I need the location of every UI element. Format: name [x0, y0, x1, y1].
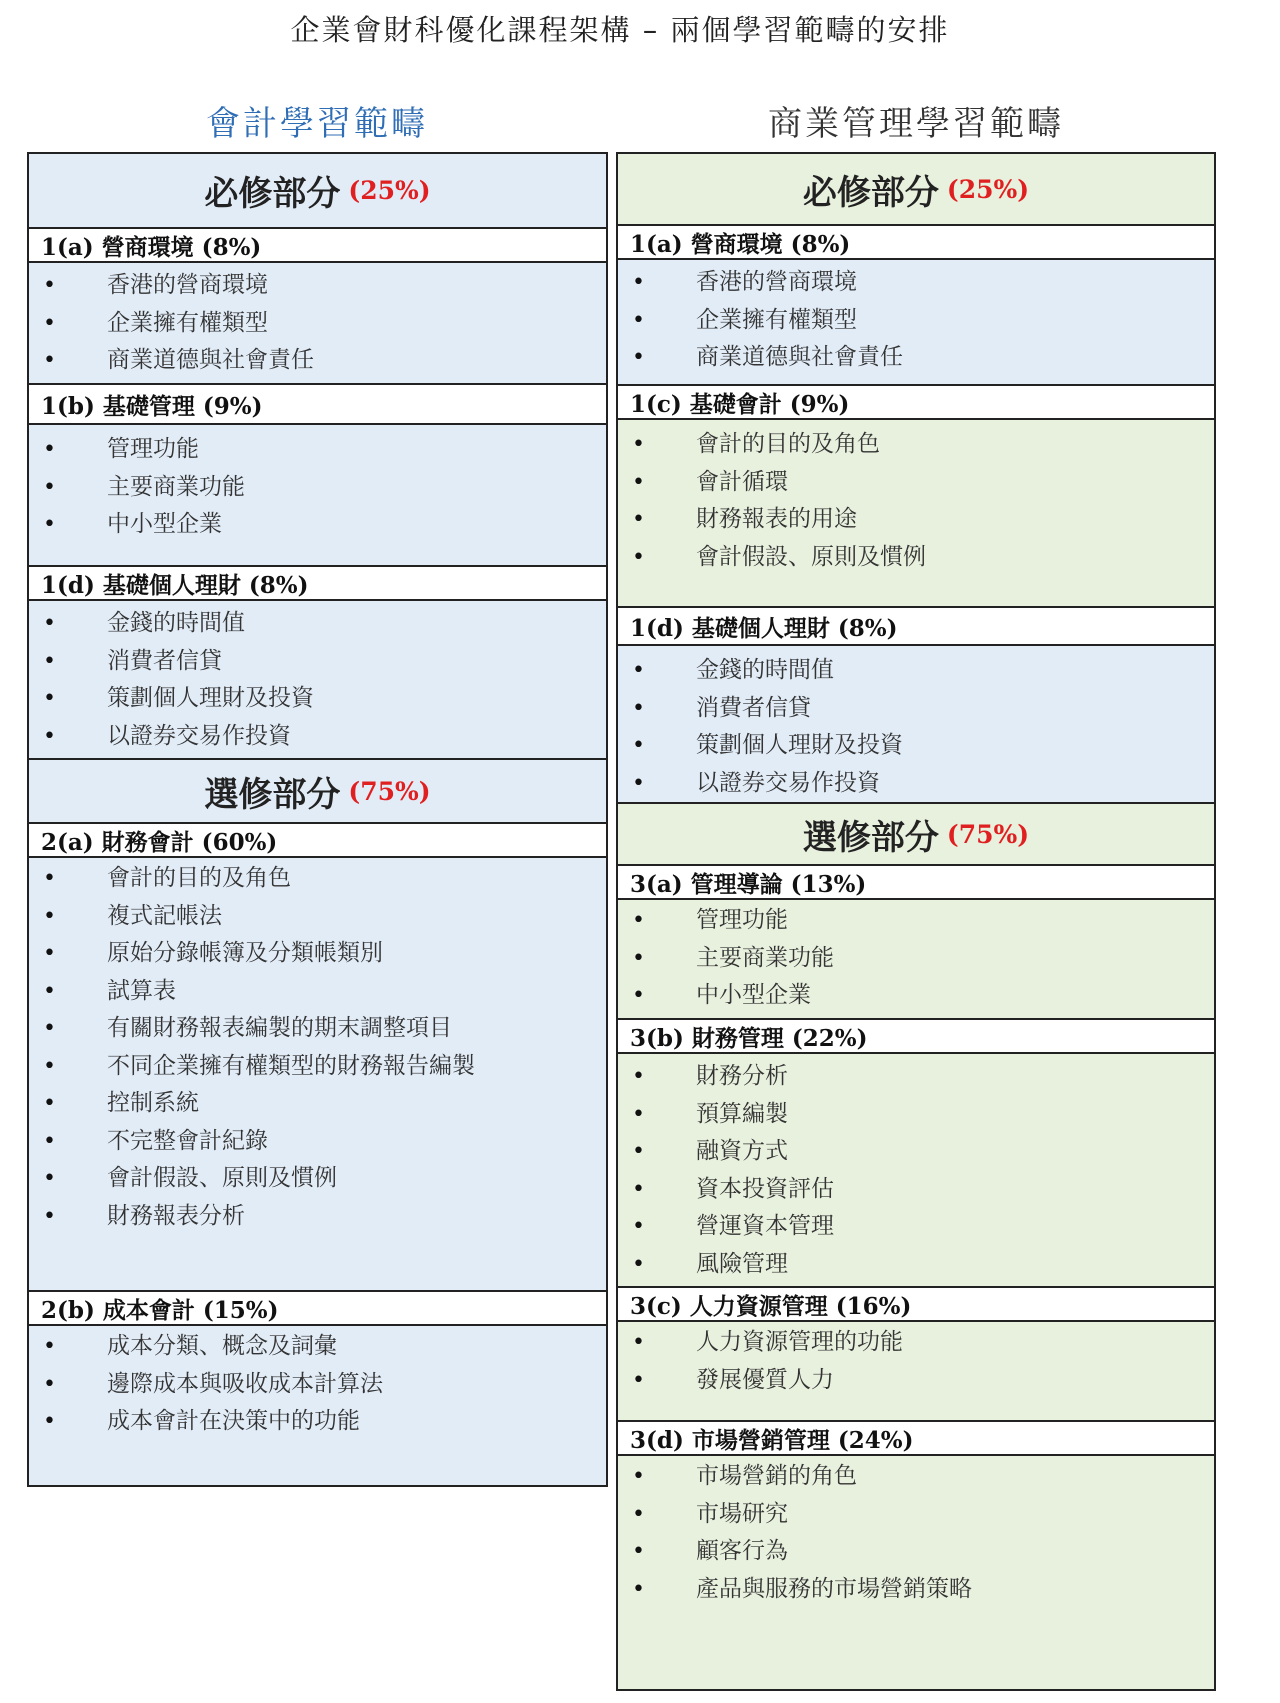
elective-part-percent: (75%) — [348, 776, 431, 806]
topic-list-item: • 財務分析 — [618, 1058, 1214, 1096]
unit-title: 1(d) 基礎個人理財 (8%) — [29, 565, 606, 601]
topic-list-item: • 企業擁有權類型 — [29, 305, 606, 343]
topic-list-item: • 會計假設、原則及慣例 — [618, 539, 1214, 577]
topic-list-item: • 金錢的時間值 — [618, 652, 1214, 690]
unit-title: 1(d) 基礎個人理財 (8%) — [618, 606, 1214, 646]
unit-title: 1(a) 營商環境 (8%) — [618, 224, 1214, 260]
unit-body — [29, 601, 606, 758]
accounting-strand-heading: 會計學習範疇 — [206, 104, 428, 144]
compulsory-part-title: 必修部分 — [802, 172, 939, 213]
unit-body — [618, 260, 1214, 384]
topic-list-item: • 策劃個人理財及投資 — [29, 680, 606, 718]
unit-title: 3(a) 管理導論 (13%) — [618, 864, 1214, 900]
unit-title: 2(b) 成本會計 (15%) — [29, 1290, 606, 1326]
elective-part-title: 選修部分 — [204, 774, 341, 815]
topic-list-item: • 人力資源管理的功能 — [618, 1324, 1214, 1362]
unit-title: 3(d) 市場營銷管理 (24%) — [618, 1420, 1214, 1456]
topic-list-item: • 成本分類、概念及詞彙 — [29, 1328, 606, 1366]
unit-body — [618, 1322, 1214, 1420]
unit-title: 1(c) 基礎會計 (9%) — [618, 384, 1214, 420]
topic-list-item: • 會計的目的及角色 — [29, 860, 606, 898]
topic-list-item: • 企業擁有權類型 — [618, 302, 1214, 340]
topic-list-item: • 會計循環 — [618, 464, 1214, 502]
topic-list-item: • 策劃個人理財及投資 — [618, 727, 1214, 765]
elective-part-percent: (75%) — [946, 819, 1030, 849]
unit-body — [29, 858, 606, 1290]
unit-title: 1(a) 營商環境 (8%) — [29, 227, 606, 263]
compulsory-part-header — [29, 152, 606, 227]
compulsory-part-percent: (25%) — [348, 176, 431, 205]
topic-list-item: • 金錢的時間值 — [29, 605, 606, 643]
topic-list-item: • 香港的營商環境 — [29, 267, 606, 305]
topic-list-item: • 中小型企業 — [618, 977, 1214, 1015]
business-management-strand-heading: 商業管理學習範疇 — [768, 104, 1064, 144]
topic-list-item: • 主要商業功能 — [29, 469, 606, 507]
topic-list-item: • 不同企業擁有權類型的財務報告編製 — [29, 1048, 606, 1086]
topic-list-item: • 控制系統 — [29, 1085, 606, 1123]
topic-list-item: • 原始分錄帳簿及分類帳類別 — [29, 935, 606, 973]
compulsory-part-percent: (25%) — [946, 174, 1030, 204]
elective-part-header — [618, 802, 1214, 864]
unit-body — [29, 425, 606, 565]
topic-list-item: • 消費者信貸 — [618, 690, 1214, 728]
topic-list-item: • 融資方式 — [618, 1133, 1214, 1171]
compulsory-part-header — [618, 152, 1214, 224]
topic-list-item: • 商業道德與社會責任 — [29, 342, 606, 380]
topic-list-item: • 成本會計在決策中的功能 — [29, 1403, 606, 1441]
topic-list-item: • 以證券交易作投資 — [618, 765, 1214, 803]
topic-list-item: • 邊際成本與吸收成本計算法 — [29, 1366, 606, 1404]
topic-list-item: • 有關財務報表編製的期末調整項目 — [29, 1010, 606, 1048]
topic-list-item: • 複式記帳法 — [29, 898, 606, 936]
unit-title: 2(a) 財務會計 (60%) — [29, 822, 606, 858]
topic-list-item: • 中小型企業 — [29, 506, 606, 544]
topic-list-item: • 不完整會計紀錄 — [29, 1123, 606, 1161]
business-management-strand-column — [616, 152, 1216, 1691]
topic-list-item: • 產品與服務的市場營銷策略 — [618, 1571, 1214, 1609]
unit-body — [618, 420, 1214, 606]
topic-list-item: • 商業道德與社會責任 — [618, 339, 1214, 377]
compulsory-part-title: 必修部分 — [204, 174, 341, 214]
topic-list-item: • 會計假設、原則及慣例 — [29, 1160, 606, 1198]
topic-list-item: • 顧客行為 — [618, 1533, 1214, 1571]
topic-list-item: • 營運資本管理 — [618, 1208, 1214, 1246]
unit-title: 3(b) 財務管理 (22%) — [618, 1018, 1214, 1054]
topic-list-item: • 管理功能 — [618, 902, 1214, 940]
topic-list-item: • 會計的目的及角色 — [618, 426, 1214, 464]
topic-list-item: • 財務報表的用途 — [618, 501, 1214, 539]
topic-list-item: • 消費者信貸 — [29, 643, 606, 681]
unit-body — [29, 263, 606, 383]
topic-list-item: • 試算表 — [29, 973, 606, 1011]
elective-part-title: 選修部分 — [802, 817, 939, 858]
unit-body — [618, 1054, 1214, 1286]
topic-list-item: • 香港的營商環境 — [618, 264, 1214, 302]
unit-body — [29, 1326, 606, 1485]
topic-list-item: • 風險管理 — [618, 1246, 1214, 1284]
topic-list-item: • 主要商業功能 — [618, 940, 1214, 978]
unit-body — [618, 1456, 1214, 1689]
unit-body — [618, 900, 1214, 1018]
topic-list-item: • 預算編製 — [618, 1096, 1214, 1134]
accounting-strand-column — [27, 152, 608, 1487]
elective-part-header — [29, 758, 606, 822]
topic-list-item: • 以證券交易作投資 — [29, 718, 606, 756]
topic-list-item: • 財務報表分析 — [29, 1198, 606, 1236]
unit-title: 1(b) 基礎管理 (9%) — [29, 383, 606, 425]
unit-body — [618, 646, 1214, 802]
topic-list-item: • 管理功能 — [29, 431, 606, 469]
topic-list-item: • 發展優質人力 — [618, 1362, 1214, 1400]
unit-title: 3(c) 人力資源管理 (16%) — [618, 1286, 1214, 1322]
topic-list-item: • 市場研究 — [618, 1496, 1214, 1534]
topic-list-item: • 市場營銷的角色 — [618, 1458, 1214, 1496]
page-title: 企業會財科優化課程架構 – 兩個學習範疇的安排 — [290, 13, 950, 47]
topic-list-item: • 資本投資評估 — [618, 1171, 1214, 1209]
